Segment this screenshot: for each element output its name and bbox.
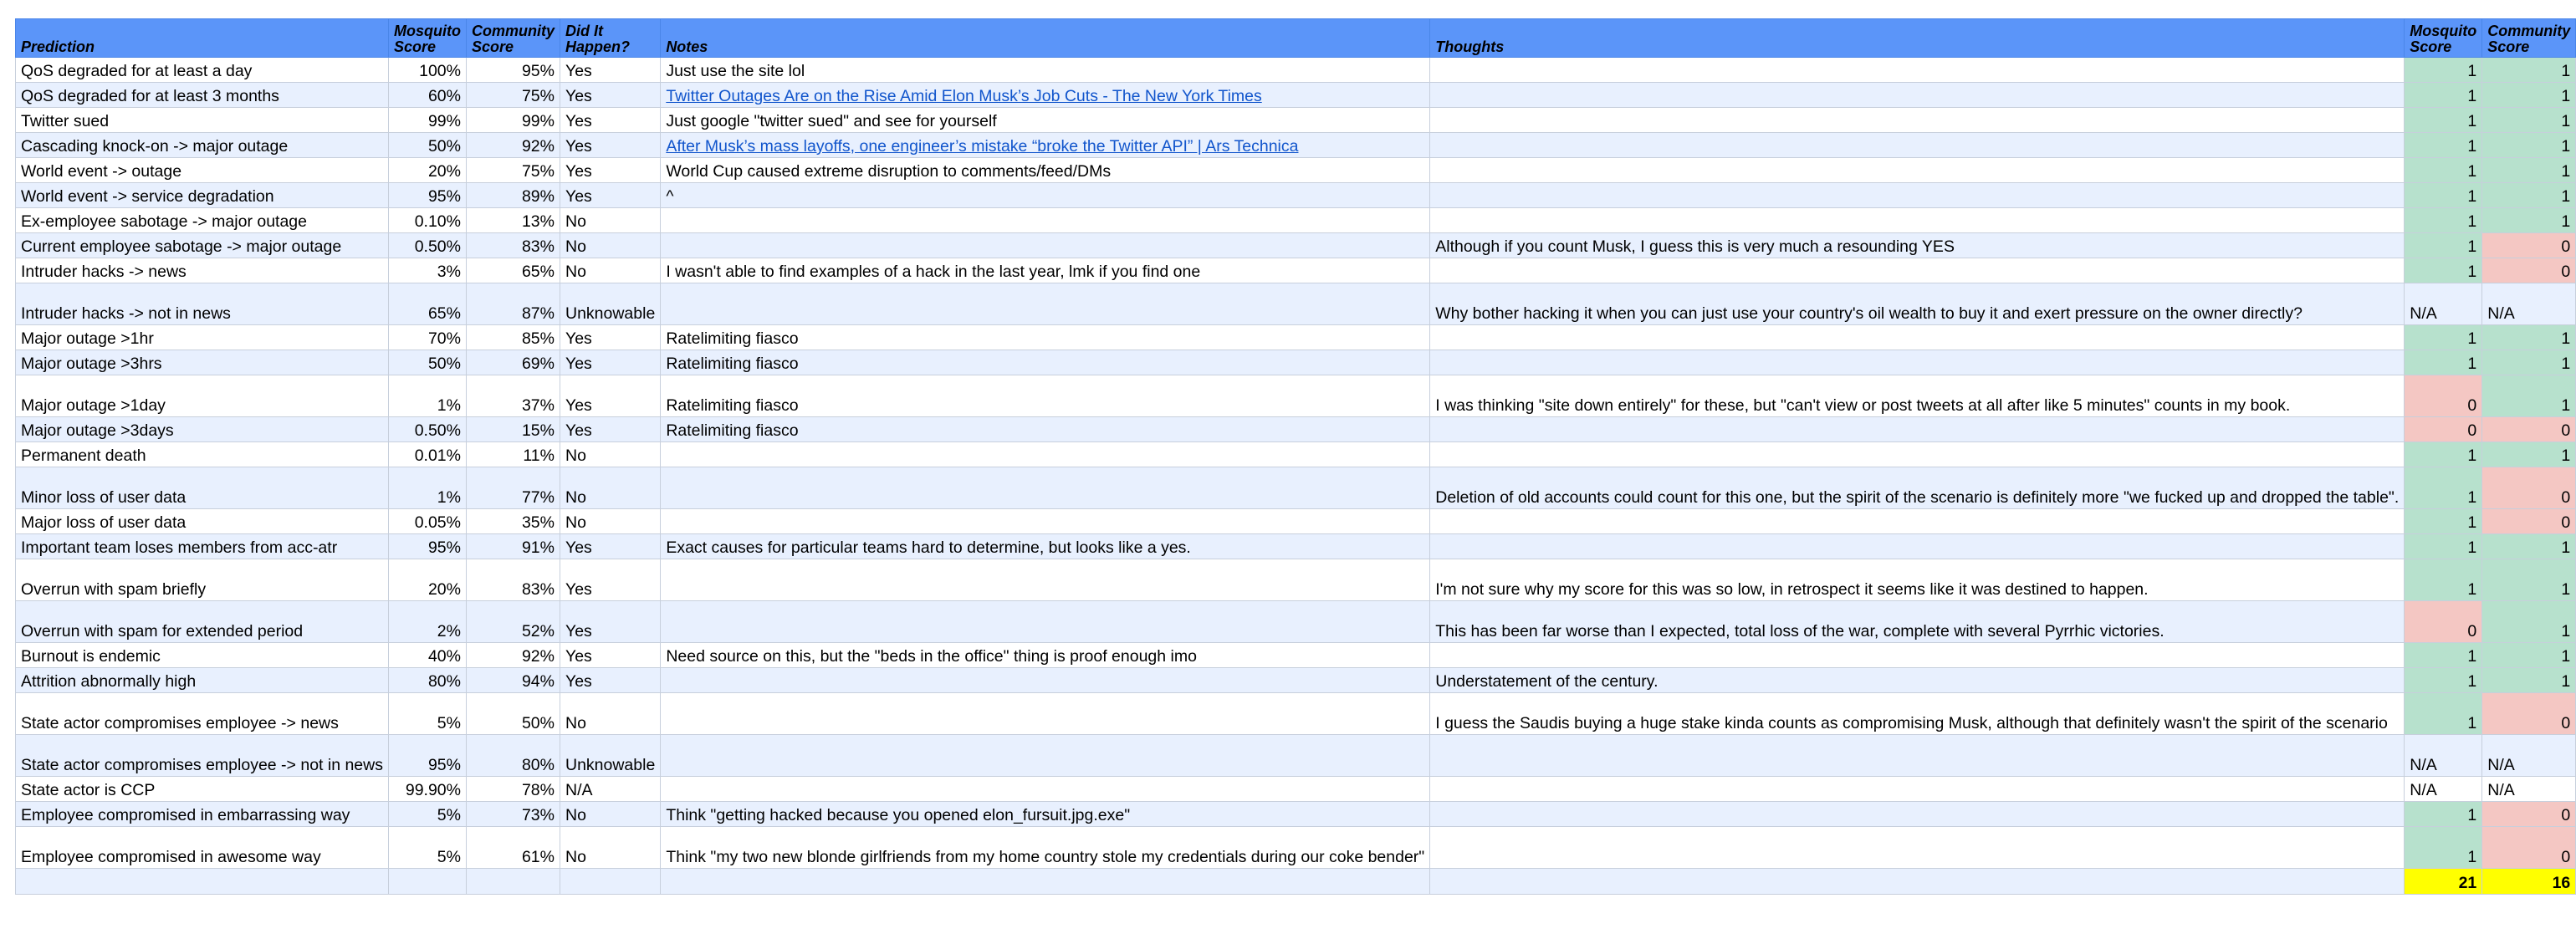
community-result-cell[interactable]: 1 xyxy=(2482,108,2576,133)
table-row xyxy=(16,108,2576,133)
header-community-score[interactable]: Community Score xyxy=(466,19,560,58)
table-row xyxy=(16,208,2576,233)
thoughts-cell[interactable] xyxy=(1430,802,2405,827)
community-result-cell[interactable]: 1 xyxy=(2482,158,2576,183)
table-row xyxy=(16,777,2576,802)
community-result-cell[interactable]: 0 xyxy=(2482,258,2576,283)
prediction-cell[interactable]: Employee compromised in awesome way xyxy=(16,827,389,869)
mosquito-score-cell[interactable]: 20% xyxy=(389,158,467,183)
thoughts-cell[interactable] xyxy=(1430,83,2405,108)
notes-cell[interactable] xyxy=(661,777,1430,802)
prediction-cell[interactable]: State actor compromises employee -> news xyxy=(16,693,389,735)
mosquito-result-cell[interactable]: N/A xyxy=(2405,777,2482,802)
mosquito-score-cell[interactable]: 0.01% xyxy=(389,442,467,467)
notes-cell[interactable]: Ratelimiting fiasco xyxy=(661,375,1430,417)
prediction-cell[interactable]: QoS degraded for at least 3 months xyxy=(16,83,389,108)
prediction-cell[interactable]: Major loss of user data xyxy=(16,509,389,534)
empty-cell[interactable] xyxy=(1430,869,2405,895)
thoughts-cell[interactable] xyxy=(1430,442,2405,467)
did-it-happen-cell[interactable]: Yes xyxy=(560,375,660,417)
community-result-cell[interactable]: 1 xyxy=(2482,534,2576,559)
community-result-cell[interactable]: N/A xyxy=(2482,777,2576,802)
community-score-cell[interactable]: 87% xyxy=(466,283,560,325)
table-row xyxy=(16,802,2576,827)
community-result-cell[interactable]: 0 xyxy=(2482,802,2576,827)
table-row xyxy=(16,693,2576,735)
table-row xyxy=(16,467,2576,509)
prediction-cell[interactable]: Intruder hacks -> not in news xyxy=(16,283,389,325)
table-row xyxy=(16,417,2576,442)
community-score-cell[interactable]: 52% xyxy=(466,601,560,643)
notes-cell[interactable]: Ratelimiting fiasco xyxy=(661,417,1430,442)
prediction-cell[interactable]: Attrition abnormally high xyxy=(16,668,389,693)
mosquito-result-cell[interactable]: 1 xyxy=(2405,467,2482,509)
community-score-cell[interactable]: 11% xyxy=(466,442,560,467)
mosquito-score-cell[interactable]: 50% xyxy=(389,350,467,375)
did-it-happen-cell[interactable]: Yes xyxy=(560,58,660,83)
did-it-happen-cell[interactable]: Yes xyxy=(560,668,660,693)
mosquito-score-cell[interactable]: 0.10% xyxy=(389,208,467,233)
thoughts-cell[interactable] xyxy=(1430,827,2405,869)
mosquito-result-cell[interactable]: 1 xyxy=(2405,325,2482,350)
mosquito-score-cell[interactable]: 95% xyxy=(389,735,467,777)
mosquito-score-cell[interactable]: 0.05% xyxy=(389,509,467,534)
table-row xyxy=(16,534,2576,559)
mosquito-result-cell[interactable]: 0 xyxy=(2405,417,2482,442)
notes-cell[interactable]: Ratelimiting fiasco xyxy=(661,325,1430,350)
prediction-cell[interactable]: Major outage >1day xyxy=(16,375,389,417)
community-result-cell[interactable]: 1 xyxy=(2482,643,2576,668)
mosquito-score-cell[interactable]: 95% xyxy=(389,183,467,208)
community-result-cell[interactable]: 1 xyxy=(2482,559,2576,601)
notes-cell[interactable] xyxy=(661,233,1430,258)
prediction-cell[interactable]: Burnout is endemic xyxy=(16,643,389,668)
thoughts-cell[interactable] xyxy=(1430,735,2405,777)
community-score-cell[interactable]: 37% xyxy=(466,375,560,417)
did-it-happen-cell[interactable]: No xyxy=(560,208,660,233)
prediction-cell[interactable]: Permanent death xyxy=(16,442,389,467)
notes-cell[interactable]: Think "getting hacked because you opened elon_fursuit.jpg.exe" xyxy=(661,802,1430,827)
mosquito-result-cell[interactable]: 1 xyxy=(2405,442,2482,467)
mosquito-result-cell[interactable]: 1 xyxy=(2405,509,2482,534)
community-score-cell[interactable]: 69% xyxy=(466,350,560,375)
mosquito-score-cell[interactable]: 2% xyxy=(389,601,467,643)
thoughts-cell[interactable]: I guess the Saudis buying a huge stake kinda counts as compromising Musk, although that definitely wasn't the spirit of the scenario xyxy=(1430,693,2405,735)
notes-cell[interactable]: Need source on this, but the "beds in the office" thing is proof enough imo xyxy=(661,643,1430,668)
header-thoughts[interactable]: Thoughts xyxy=(1430,19,2405,58)
community-result-cell[interactable]: 1 xyxy=(2482,601,2576,643)
mosquito-score-cell[interactable]: 1% xyxy=(389,467,467,509)
mosquito-result-cell[interactable]: 1 xyxy=(2405,258,2482,283)
community-score-cell[interactable]: 13% xyxy=(466,208,560,233)
table-row xyxy=(16,601,2576,643)
did-it-happen-cell[interactable]: No xyxy=(560,802,660,827)
community-score-cell[interactable]: 99% xyxy=(466,108,560,133)
thoughts-cell[interactable] xyxy=(1430,350,2405,375)
community-score-cell[interactable]: 61% xyxy=(466,827,560,869)
mosquito-score-cell[interactable]: 100% xyxy=(389,58,467,83)
community-score-cell[interactable]: 75% xyxy=(466,158,560,183)
table-row xyxy=(16,735,2576,777)
thoughts-cell[interactable] xyxy=(1430,208,2405,233)
prediction-cell[interactable]: State actor compromises employee -> not in news xyxy=(16,735,389,777)
community-total-cell[interactable]: 16 xyxy=(2482,869,2576,895)
mosquito-score-cell[interactable]: 50% xyxy=(389,133,467,158)
did-it-happen-cell[interactable]: Yes xyxy=(560,325,660,350)
mosquito-score-cell[interactable]: 80% xyxy=(389,668,467,693)
thoughts-cell[interactable] xyxy=(1430,534,2405,559)
community-score-cell[interactable]: 80% xyxy=(466,735,560,777)
header-row xyxy=(16,19,2576,58)
community-result-cell[interactable]: N/A xyxy=(2482,735,2576,777)
table-row xyxy=(16,559,2576,601)
community-result-cell[interactable]: 1 xyxy=(2482,350,2576,375)
thoughts-cell[interactable] xyxy=(1430,325,2405,350)
prediction-cell[interactable]: Overrun with spam for extended period xyxy=(16,601,389,643)
prediction-cell[interactable]: Current employee sabotage -> major outage xyxy=(16,233,389,258)
table-row xyxy=(16,58,2576,83)
community-result-cell[interactable]: 1 xyxy=(2482,442,2576,467)
prediction-cell[interactable]: Intruder hacks -> news xyxy=(16,258,389,283)
thoughts-cell[interactable] xyxy=(1430,58,2405,83)
prediction-cell[interactable]: Major outage >3hrs xyxy=(16,350,389,375)
thoughts-cell[interactable] xyxy=(1430,509,2405,534)
notes-cell[interactable] xyxy=(661,442,1430,467)
empty-cell[interactable] xyxy=(466,869,560,895)
notes-link[interactable]: Twitter Outages Are on the Rise Amid Elon Musk’s Job Cuts - The New York Times xyxy=(666,87,1262,105)
mosquito-score-cell[interactable]: 95% xyxy=(389,534,467,559)
did-it-happen-cell[interactable]: Yes xyxy=(560,350,660,375)
did-it-happen-cell[interactable]: Yes xyxy=(560,133,660,158)
mosquito-result-cell[interactable]: 0 xyxy=(2405,375,2482,417)
thoughts-cell[interactable]: Deletion of old accounts could count for this one, but the spirit of the scenario is definitely more "we fucked up and dropped the table". xyxy=(1430,467,2405,509)
notes-cell[interactable] xyxy=(661,509,1430,534)
header-mosquito-score[interactable]: Mosquito Score xyxy=(389,19,467,58)
notes-cell[interactable] xyxy=(661,133,1430,158)
community-score-cell[interactable]: 83% xyxy=(466,559,560,601)
prediction-cell[interactable]: Important team loses members from acc-atr xyxy=(16,534,389,559)
mosquito-score-cell[interactable]: 5% xyxy=(389,693,467,735)
mosquito-score-cell[interactable]: 99% xyxy=(389,108,467,133)
empty-cell[interactable] xyxy=(560,869,660,895)
header-mosquito-result[interactable]: Mosquito Score xyxy=(2405,19,2482,58)
table-row xyxy=(16,827,2576,869)
mosquito-score-cell[interactable]: 3% xyxy=(389,258,467,283)
community-result-cell[interactable]: N/A xyxy=(2482,283,2576,325)
community-score-cell[interactable]: 35% xyxy=(466,509,560,534)
header-prediction[interactable]: Prediction xyxy=(16,19,389,58)
thoughts-cell[interactable] xyxy=(1430,133,2405,158)
mosquito-result-cell[interactable]: 1 xyxy=(2405,643,2482,668)
mosquito-score-cell[interactable]: 70% xyxy=(389,325,467,350)
notes-cell[interactable]: Just google "twitter sued" and see for yourself xyxy=(661,108,1430,133)
mosquito-result-cell[interactable]: 1 xyxy=(2405,133,2482,158)
thoughts-cell[interactable]: This has been far worse than I expected, total loss of the war, complete with several Pyrrhic victories. xyxy=(1430,601,2405,643)
notes-cell[interactable]: Ratelimiting fiasco xyxy=(661,350,1430,375)
did-it-happen-cell[interactable]: Yes xyxy=(560,643,660,668)
mosquito-result-cell[interactable]: 1 xyxy=(2405,668,2482,693)
did-it-happen-cell[interactable]: Yes xyxy=(560,601,660,643)
notes-cell[interactable] xyxy=(661,83,1430,108)
table-row xyxy=(16,283,2576,325)
thoughts-cell[interactable] xyxy=(1430,158,2405,183)
prediction-cell[interactable]: Major outage >1hr xyxy=(16,325,389,350)
header-community-result[interactable]: Community Score xyxy=(2482,19,2576,58)
table-row xyxy=(16,133,2576,158)
notes-cell[interactable] xyxy=(661,559,1430,601)
table-row xyxy=(16,442,2576,467)
totals-row xyxy=(16,869,2576,895)
table-row xyxy=(16,83,2576,108)
community-score-cell[interactable]: 65% xyxy=(466,258,560,283)
community-result-cell[interactable]: 1 xyxy=(2482,133,2576,158)
did-it-happen-cell[interactable]: No xyxy=(560,693,660,735)
notes-cell[interactable]: Exact causes for particular teams hard to determine, but looks like a yes. xyxy=(661,534,1430,559)
prediction-spreadsheet xyxy=(15,18,2576,895)
community-score-cell[interactable]: 92% xyxy=(466,643,560,668)
mosquito-result-cell[interactable]: N/A xyxy=(2405,735,2482,777)
thoughts-cell[interactable] xyxy=(1430,258,2405,283)
notes-cell[interactable] xyxy=(661,601,1430,643)
community-result-cell[interactable]: 1 xyxy=(2482,58,2576,83)
mosquito-total-cell[interactable]: 21 xyxy=(2405,869,2482,895)
table-row xyxy=(16,643,2576,668)
thoughts-cell[interactable]: Why bother hacking it when you can just use your country's oil wealth to buy it and exert pressure on the owner directly? xyxy=(1430,283,2405,325)
mosquito-result-cell[interactable]: 1 xyxy=(2405,108,2482,133)
community-score-cell[interactable]: 83% xyxy=(466,233,560,258)
prediction-cell[interactable]: QoS degraded for at least a day xyxy=(16,58,389,83)
notes-cell[interactable]: Just use the site lol xyxy=(661,58,1430,83)
community-score-cell[interactable]: 94% xyxy=(466,668,560,693)
did-it-happen-cell[interactable]: Yes xyxy=(560,534,660,559)
community-result-cell[interactable]: 0 xyxy=(2482,467,2576,509)
mosquito-result-cell[interactable]: 1 xyxy=(2405,233,2482,258)
thoughts-cell[interactable]: I was thinking "site down entirely" for these, but "can't view or post tweets at all after like 5 minutes" counts in my book. xyxy=(1430,375,2405,417)
notes-cell[interactable] xyxy=(661,693,1430,735)
table-row xyxy=(16,509,2576,534)
did-it-happen-cell[interactable]: No xyxy=(560,258,660,283)
empty-cell[interactable] xyxy=(16,869,389,895)
header-did-it-happen[interactable]: Did It Happen? xyxy=(560,19,660,58)
prediction-cell[interactable]: World event -> outage xyxy=(16,158,389,183)
notes-cell[interactable]: Think "my two new blonde girlfriends from my home country stole my credentials during our coke bender" xyxy=(661,827,1430,869)
mosquito-result-cell[interactable]: 0 xyxy=(2405,601,2482,643)
did-it-happen-cell[interactable]: Yes xyxy=(560,108,660,133)
table-row xyxy=(16,258,2576,283)
community-score-cell[interactable]: 73% xyxy=(466,802,560,827)
community-result-cell[interactable]: 1 xyxy=(2482,208,2576,233)
notes-cell[interactable]: I wasn't able to find examples of a hack in the last year, lmk if you find one xyxy=(661,258,1430,283)
community-result-cell[interactable]: 0 xyxy=(2482,417,2576,442)
did-it-happen-cell[interactable]: No xyxy=(560,509,660,534)
mosquito-score-cell[interactable]: 5% xyxy=(389,802,467,827)
table-row xyxy=(16,668,2576,693)
notes-cell[interactable] xyxy=(661,735,1430,777)
community-score-cell[interactable]: 15% xyxy=(466,417,560,442)
did-it-happen-cell[interactable]: Yes xyxy=(560,417,660,442)
community-score-cell[interactable]: 75% xyxy=(466,83,560,108)
did-it-happen-cell[interactable]: No xyxy=(560,442,660,467)
mosquito-score-cell[interactable]: 65% xyxy=(389,283,467,325)
mosquito-score-cell[interactable]: 60% xyxy=(389,83,467,108)
notes-cell[interactable] xyxy=(661,283,1430,325)
did-it-happen-cell[interactable]: Unknowable xyxy=(560,283,660,325)
did-it-happen-cell[interactable]: No xyxy=(560,827,660,869)
did-it-happen-cell[interactable]: Yes xyxy=(560,183,660,208)
notes-cell[interactable] xyxy=(661,208,1430,233)
mosquito-result-cell[interactable]: 1 xyxy=(2405,559,2482,601)
did-it-happen-cell[interactable]: Yes xyxy=(560,158,660,183)
thoughts-cell[interactable]: Understatement of the century. xyxy=(1430,668,2405,693)
community-score-cell[interactable]: 91% xyxy=(466,534,560,559)
community-score-cell[interactable]: 92% xyxy=(466,133,560,158)
mosquito-result-cell[interactable]: 1 xyxy=(2405,350,2482,375)
did-it-happen-cell[interactable]: No xyxy=(560,233,660,258)
mosquito-score-cell[interactable]: 1% xyxy=(389,375,467,417)
mosquito-score-cell[interactable]: 0.50% xyxy=(389,233,467,258)
table-row xyxy=(16,350,2576,375)
did-it-happen-cell[interactable]: N/A xyxy=(560,777,660,802)
mosquito-result-cell[interactable]: 1 xyxy=(2405,58,2482,83)
notes-link[interactable]: After Musk’s mass layoffs, one engineer’s mistake “broke the Twitter API” | Ars Technica xyxy=(666,137,1299,156)
mosquito-result-cell[interactable]: 1 xyxy=(2405,534,2482,559)
community-score-cell[interactable]: 89% xyxy=(466,183,560,208)
community-score-cell[interactable]: 78% xyxy=(466,777,560,802)
community-score-cell[interactable]: 95% xyxy=(466,58,560,83)
table-row xyxy=(16,233,2576,258)
mosquito-result-cell[interactable]: 1 xyxy=(2405,183,2482,208)
community-result-cell[interactable]: 1 xyxy=(2482,375,2576,417)
community-score-cell[interactable]: 50% xyxy=(466,693,560,735)
thoughts-cell[interactable] xyxy=(1430,777,2405,802)
community-result-cell[interactable]: 1 xyxy=(2482,183,2576,208)
mosquito-result-cell[interactable]: 1 xyxy=(2405,208,2482,233)
prediction-cell[interactable]: Employee compromised in embarrassing way xyxy=(16,802,389,827)
empty-cell[interactable] xyxy=(389,869,467,895)
notes-cell[interactable] xyxy=(661,668,1430,693)
thoughts-cell[interactable] xyxy=(1430,643,2405,668)
did-it-happen-cell[interactable]: Unknowable xyxy=(560,735,660,777)
prediction-cell[interactable]: Ex-employee sabotage -> major outage xyxy=(16,208,389,233)
prediction-cell[interactable]: Overrun with spam briefly xyxy=(16,559,389,601)
thoughts-cell[interactable] xyxy=(1430,417,2405,442)
community-result-cell[interactable]: 1 xyxy=(2482,668,2576,693)
mosquito-score-cell[interactable]: 5% xyxy=(389,827,467,869)
did-it-happen-cell[interactable]: Yes xyxy=(560,559,660,601)
did-it-happen-cell[interactable]: Yes xyxy=(560,83,660,108)
community-result-cell[interactable]: 0 xyxy=(2482,827,2576,869)
mosquito-score-cell[interactable]: 20% xyxy=(389,559,467,601)
mosquito-score-cell[interactable]: 40% xyxy=(389,643,467,668)
prediction-cell[interactable]: State actor is CCP xyxy=(16,777,389,802)
notes-cell[interactable]: ^ xyxy=(661,183,1430,208)
community-result-cell[interactable]: 0 xyxy=(2482,693,2576,735)
thoughts-cell[interactable]: I'm not sure why my score for this was so low, in retrospect it seems like it was destined to happen. xyxy=(1430,559,2405,601)
mosquito-result-cell[interactable]: 1 xyxy=(2405,158,2482,183)
prediction-cell[interactable]: Minor loss of user data xyxy=(16,467,389,509)
table-row xyxy=(16,158,2576,183)
mosquito-result-cell[interactable]: 1 xyxy=(2405,802,2482,827)
prediction-cell[interactable]: World event -> service degradation xyxy=(16,183,389,208)
thoughts-cell[interactable] xyxy=(1430,183,2405,208)
community-result-cell[interactable]: 1 xyxy=(2482,325,2576,350)
mosquito-result-cell[interactable]: N/A xyxy=(2405,283,2482,325)
community-score-cell[interactable]: 85% xyxy=(466,325,560,350)
table-row xyxy=(16,325,2576,350)
empty-cell[interactable] xyxy=(661,869,1430,895)
thoughts-cell[interactable] xyxy=(1430,108,2405,133)
thoughts-cell[interactable]: Although if you count Musk, I guess this is very much a resounding YES xyxy=(1430,233,2405,258)
table-row xyxy=(16,183,2576,208)
mosquito-result-cell[interactable]: 1 xyxy=(2405,693,2482,735)
notes-cell[interactable]: World Cup caused extreme disruption to comments/feed/DMs xyxy=(661,158,1430,183)
mosquito-result-cell[interactable]: 1 xyxy=(2405,83,2482,108)
mosquito-score-cell[interactable]: 0.50% xyxy=(389,417,467,442)
community-result-cell[interactable]: 0 xyxy=(2482,233,2576,258)
community-score-cell[interactable]: 77% xyxy=(466,467,560,509)
did-it-happen-cell[interactable]: No xyxy=(560,467,660,509)
mosquito-result-cell[interactable]: 1 xyxy=(2405,827,2482,869)
header-notes[interactable]: Notes xyxy=(661,19,1430,58)
prediction-cell[interactable]: Twitter sued xyxy=(16,108,389,133)
mosquito-score-cell[interactable]: 99.90% xyxy=(389,777,467,802)
prediction-cell[interactable]: Cascading knock-on -> major outage xyxy=(16,133,389,158)
prediction-cell[interactable]: Major outage >3days xyxy=(16,417,389,442)
notes-cell[interactable] xyxy=(661,467,1430,509)
table-row xyxy=(16,375,2576,417)
community-result-cell[interactable]: 1 xyxy=(2482,83,2576,108)
community-result-cell[interactable]: 0 xyxy=(2482,509,2576,534)
